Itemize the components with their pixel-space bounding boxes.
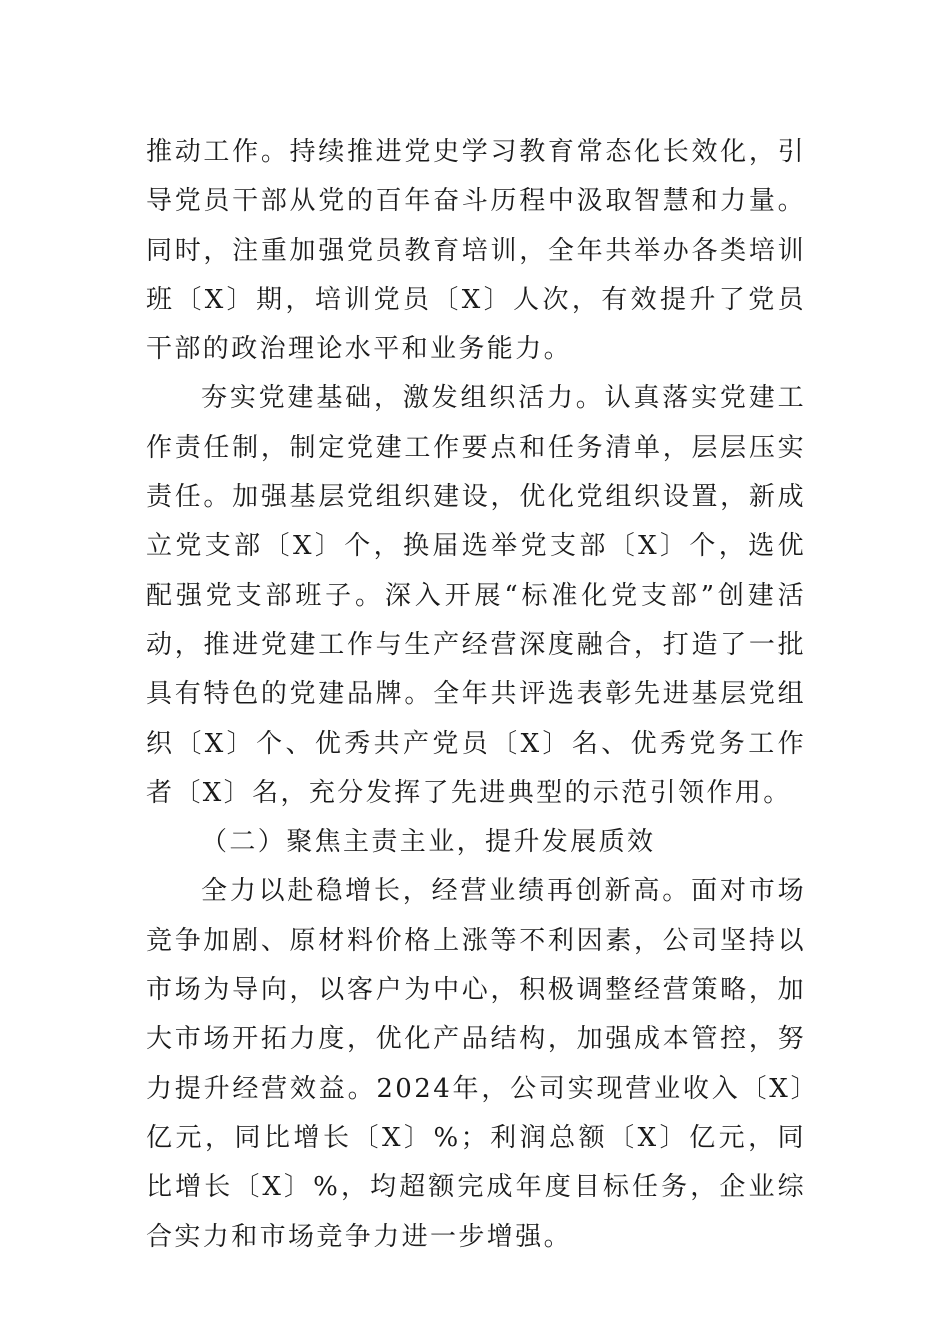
paragraph-party-foundation: 夯实党建基础，激发组织活力。认真落实党建工作责任制，制定党建工作要点和任务清单，层层压实责任。加强基层党组织建设，优化党组织设置，新成立党支部〔X〕个，换届选举党支部〔X〕个，选优配强党支部班子。深入开展“标准化党支部”创建活动，推进党建工作与生产经营深度融合，打造了一批具有特色的党建品牌。全年共评选表彰先进基层党组织〔X〕个、优秀共产党员〔X〕名、优秀党务工作者〔X〕名，充分发挥了先进典型的示范引领作用。: [146, 383, 806, 808]
paragraph-party-education: 推动工作。持续推进党史学习教育常态化长效化，引导党员干部从党的百年奋斗历程中汲取智慧和力量。同时，注重加强党员教育培训，全年共举办各类培训班〔X〕期，培训党员〔X〕人次，有效提升了党员干部的政治理论水平和业务能力。: [146, 137, 806, 365]
paragraph-business-growth: 全力以赴稳增长，经营业绩再创新高。面对市场竞争加剧、原材料价格上涨等不利因素，公司坚持以市场为导向，以客户为中心，积极调整经营策略，加大市场开拓力度，优化产品结构，加强成本管控，努力提升经营效益。2024年，公司实现营业收入〔X〕亿元，同比增长〔X〕%；利润总额〔X〕亿元，同比增长〔X〕%，均超额完成年度目标任务，企业综合实力和市场竞争力进一步增强。: [146, 876, 806, 1252]
section-heading: （二）聚焦主责主业，提升发展质效: [201, 827, 656, 858]
document-body: [146, 128, 806, 1262]
